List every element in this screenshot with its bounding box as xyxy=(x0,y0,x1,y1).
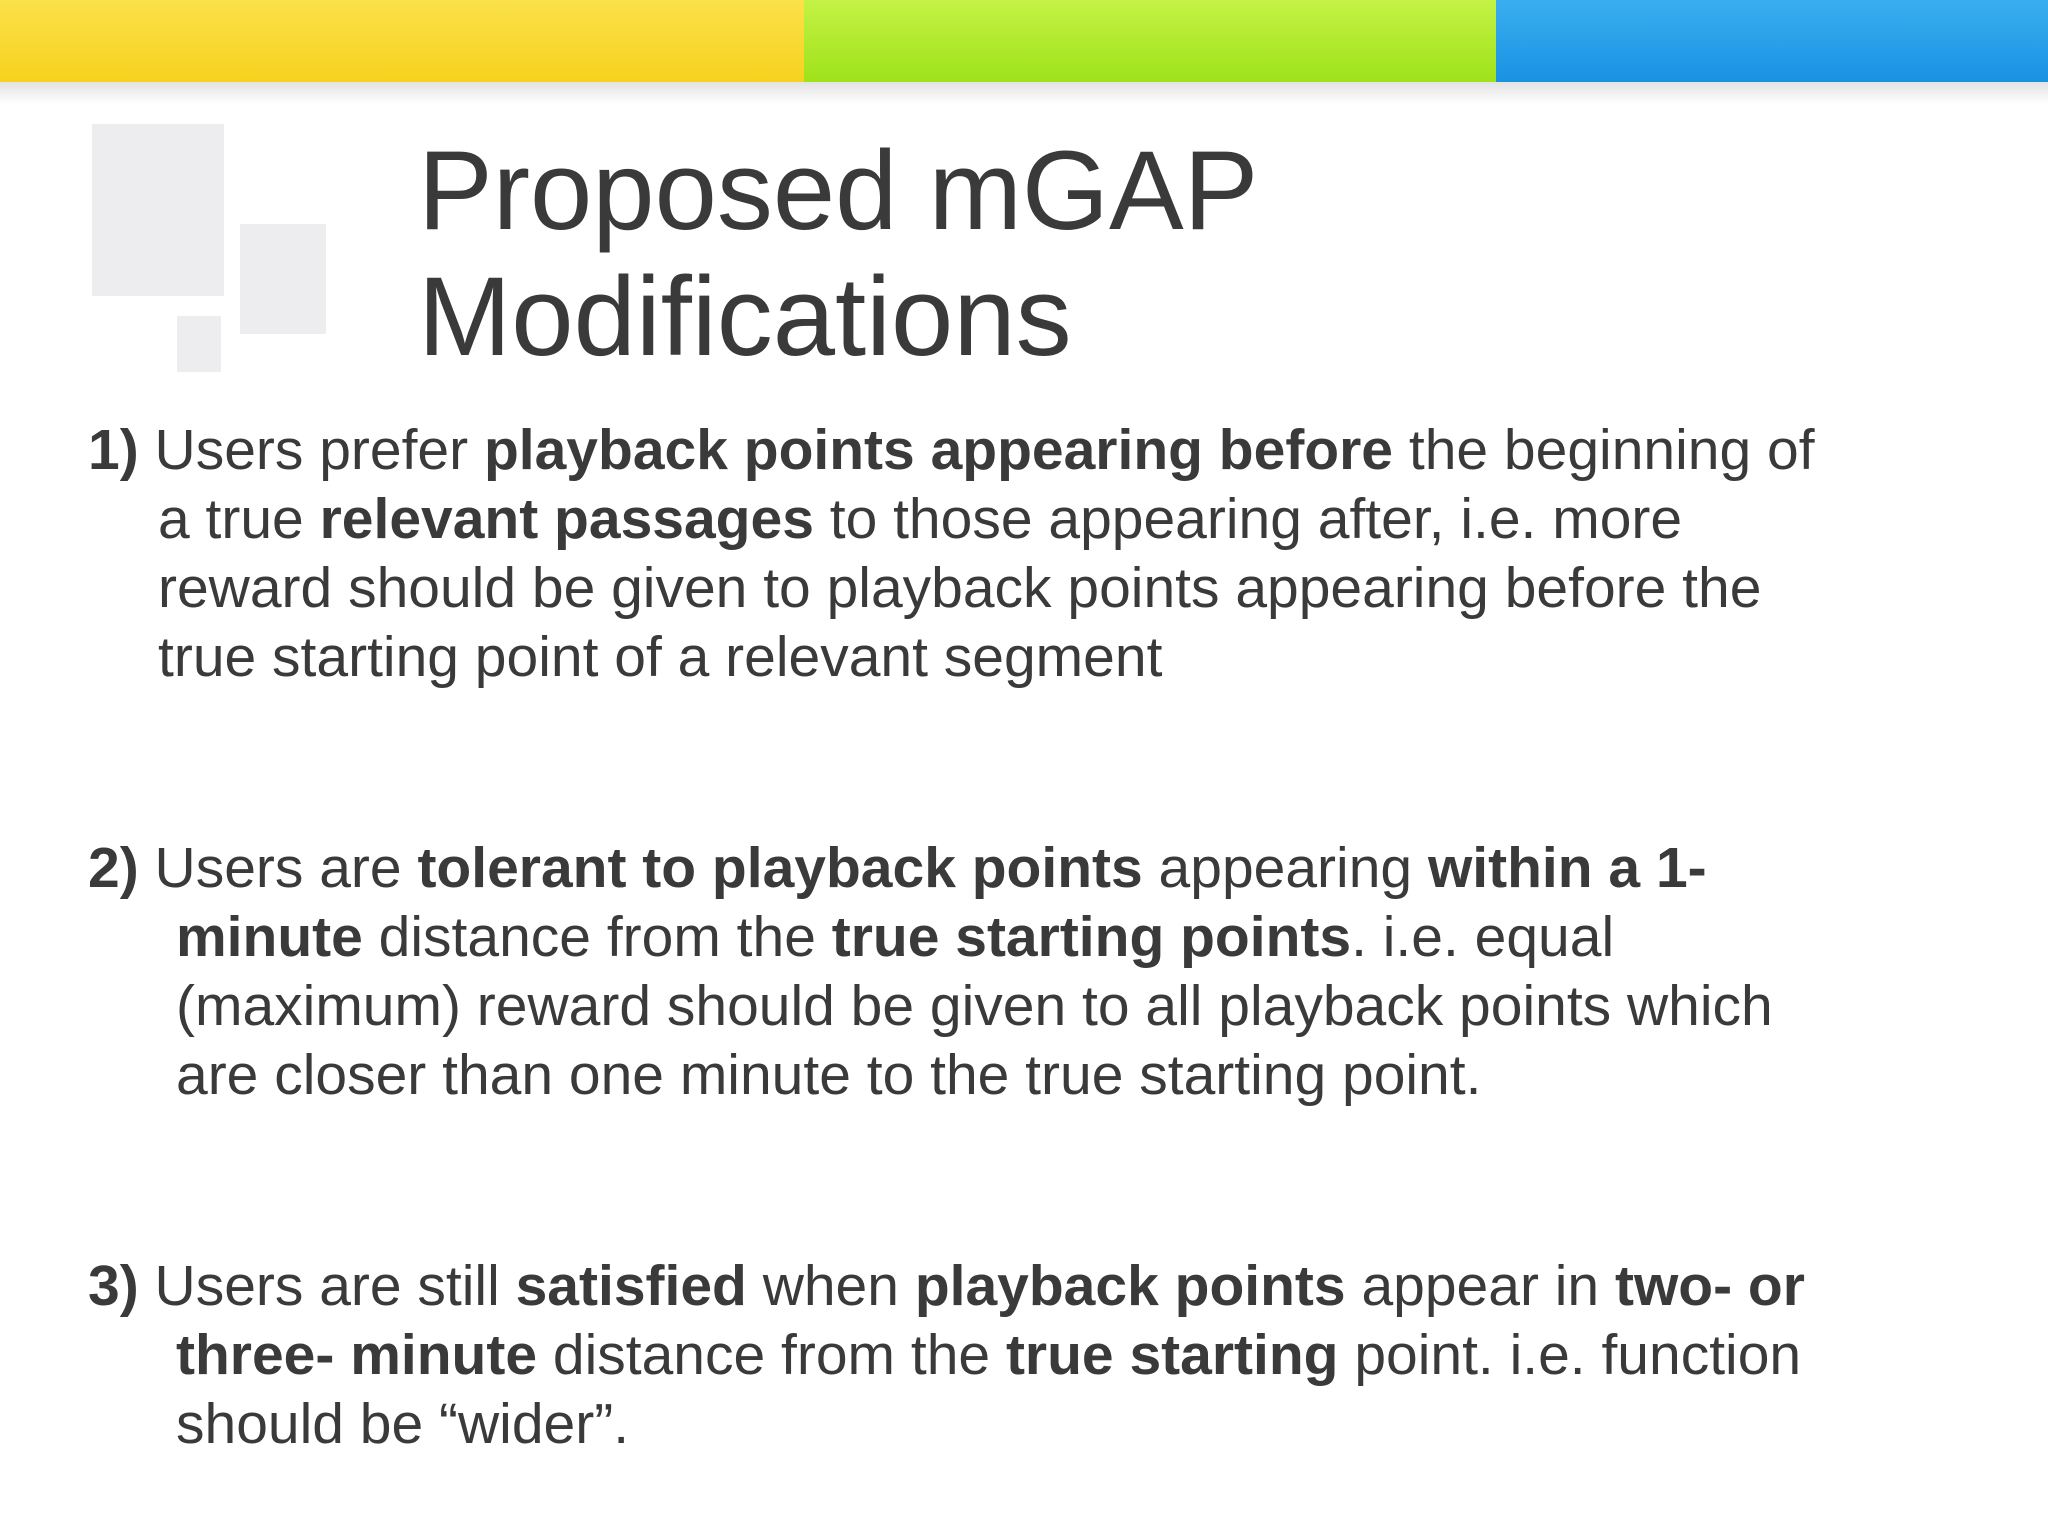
body-text: . i.e. equal xyxy=(1351,905,1615,969)
point-2-line-2 xyxy=(88,903,1773,972)
emphasis-text: relevant passages xyxy=(319,487,814,551)
body-text: are closer than one minute to the true starting point. xyxy=(176,1043,1482,1107)
emphasis-text: three- minute xyxy=(176,1323,538,1387)
slide-title-line-1: Proposed mGAP xyxy=(418,128,1259,253)
body-text: to those appearing after, i.e. more xyxy=(813,487,1683,551)
band-blue-segment xyxy=(1496,0,2048,82)
body-text: when xyxy=(746,1254,915,1318)
band-shadow xyxy=(0,82,2048,104)
point-1-line-3 xyxy=(88,554,1815,623)
emphasis-text: true starting xyxy=(1005,1323,1339,1387)
decorative-square-medium xyxy=(240,224,326,334)
emphasis-text: satisfied xyxy=(515,1254,747,1318)
body-text: the beginning of xyxy=(1393,418,1815,482)
band-yellow-segment xyxy=(0,0,804,82)
body-text: (maximum) reward should be given to all playback points which xyxy=(176,974,1773,1038)
emphasis-text: tolerant to playback points xyxy=(417,836,1143,900)
band-green-segment xyxy=(804,0,1496,82)
point-2 xyxy=(88,834,1773,1110)
body-text: Users are xyxy=(138,836,418,900)
body-text: a true xyxy=(158,487,320,551)
emphasis-text: minute xyxy=(176,905,363,969)
point-2-line-1 xyxy=(88,834,1773,903)
body-text: should be “wider”. xyxy=(176,1392,630,1456)
top-color-band xyxy=(0,0,2048,82)
body-text: distance from the xyxy=(362,905,832,969)
point-number: 3) xyxy=(88,1254,139,1318)
emphasis-text: within a 1- xyxy=(1427,836,1707,900)
point-2-line-4 xyxy=(88,1041,1773,1110)
emphasis-text: playback points xyxy=(914,1254,1346,1318)
body-text: reward should be given to playback points appearing before the xyxy=(158,556,1762,620)
point-3 xyxy=(88,1252,1805,1459)
slide-title xyxy=(418,128,1918,380)
point-3-line-2 xyxy=(88,1321,1805,1390)
point-3-line-3 xyxy=(88,1390,1805,1459)
point-2-line-3 xyxy=(88,972,1773,1041)
point-number: 1) xyxy=(88,418,139,482)
body-text: appearing xyxy=(1142,836,1428,900)
body-text: Users are still xyxy=(138,1254,516,1318)
point-1 xyxy=(88,416,1815,692)
emphasis-text: two- or xyxy=(1614,1254,1805,1318)
point-1-line-4 xyxy=(88,623,1815,692)
decorative-square-large xyxy=(92,124,224,296)
body-text: Users prefer xyxy=(138,418,484,482)
point-3-line-1 xyxy=(88,1252,1805,1321)
body-text: distance from the xyxy=(537,1323,1006,1387)
emphasis-text: playback points appearing before xyxy=(483,418,1394,482)
point-number: 2) xyxy=(88,836,139,900)
decorative-square-small xyxy=(177,316,221,372)
body-text: true starting point of a relevant segment xyxy=(158,625,1163,689)
point-1-line-1 xyxy=(88,416,1815,485)
slide-title-line-2: Modifications xyxy=(418,254,1072,379)
body-text: appear in xyxy=(1345,1254,1615,1318)
emphasis-text: true starting points xyxy=(831,905,1352,969)
point-1-line-2 xyxy=(88,485,1815,554)
body-text: point. i.e. function xyxy=(1338,1323,1802,1387)
